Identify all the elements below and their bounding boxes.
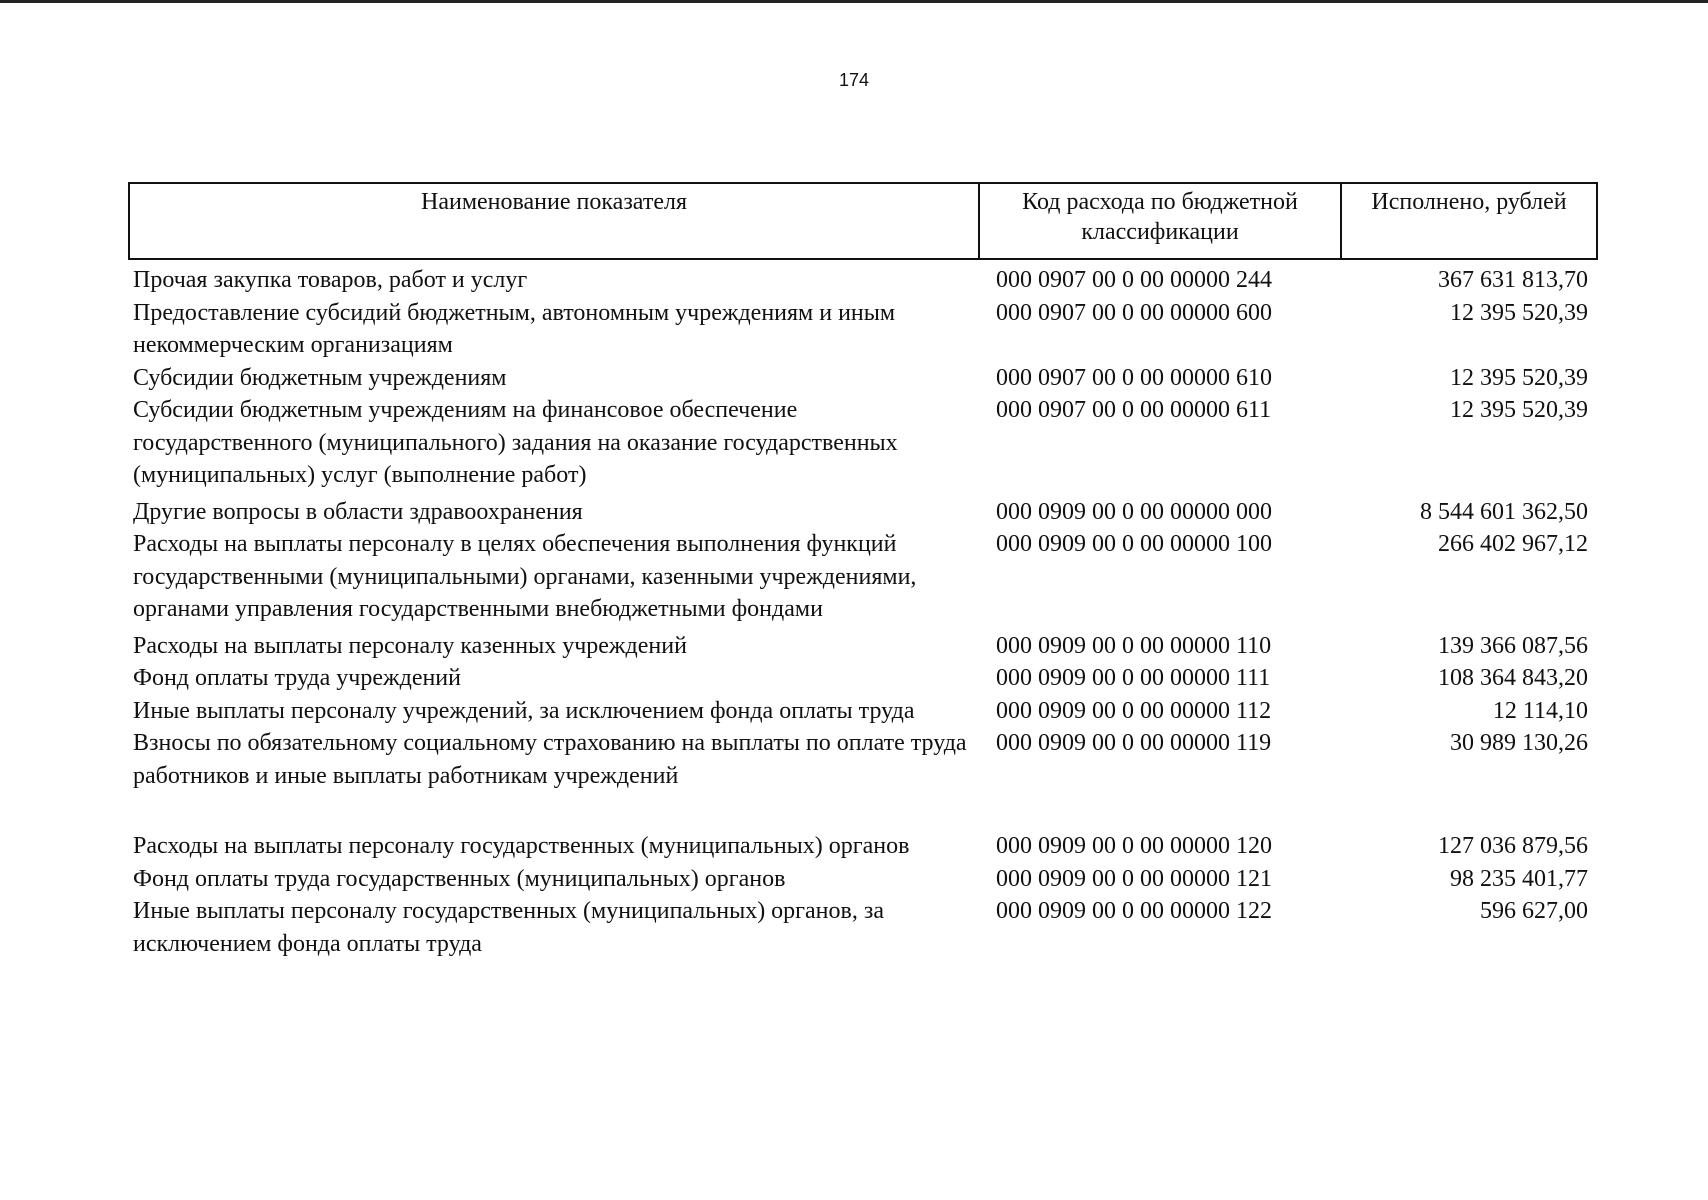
table-body	[128, 264, 1598, 960]
row-amount: 367 631 813,70	[1438, 267, 1588, 293]
budget-report-table	[128, 182, 1598, 960]
table-row	[128, 830, 1598, 863]
row-code: 000 0909 00 0 00 00000 122	[996, 898, 1272, 924]
row-name: Взносы по обязательному социальному страхованию на выплаты по оплате труда работников и иные выплаты работникам учреждений	[133, 730, 967, 789]
row-name: Другие вопросы в области здравоохранения	[133, 498, 583, 525]
row-name: Расходы на выплаты персоналу казенных учреждений	[133, 632, 687, 659]
row-amount: 98 235 401,77	[1450, 865, 1588, 892]
row-name: Прочая закупка товаров, работ и услуг	[133, 267, 528, 293]
row-code: 000 0909 00 0 00 00000 112	[996, 697, 1272, 724]
table-row	[128, 895, 1598, 960]
top-border-line	[0, 0, 1708, 3]
row-name: Иные выплаты персоналу государственных (муниципальных) органов, за исключением фонда оплаты труда	[133, 898, 884, 957]
page-number: 174	[838, 70, 870, 90]
table-row	[128, 297, 1598, 362]
table-row	[128, 496, 1598, 529]
row-code: 000 0909 00 0 00 00000 110	[996, 632, 1272, 659]
row-code: 000 0907 00 0 00 00000 600	[996, 299, 1272, 326]
row-name: Фонд оплаты труда государственных (муниципальных) органов	[133, 865, 786, 892]
row-code: 000 0909 00 0 00 00000 120	[996, 833, 1272, 859]
row-amount: 12 395 520,39	[1450, 397, 1588, 423]
row-code: 000 0909 00 0 00 00000 000	[996, 498, 1272, 525]
row-amount: 596 627,00	[1480, 898, 1588, 924]
row-amount: 30 989 130,26	[1450, 730, 1588, 756]
row-amount: 12 395 520,39	[1450, 299, 1588, 326]
row-name: Фонд оплаты труда учреждений	[133, 665, 461, 691]
row-code: 000 0909 00 0 00 00000 111	[996, 665, 1271, 691]
table-row	[128, 394, 1598, 492]
row-amount: 8 544 601 362,50	[1420, 498, 1588, 525]
table-header	[128, 182, 1598, 260]
table-row	[128, 528, 1598, 626]
row-code: 000 0907 00 0 00 00000 610	[996, 364, 1272, 391]
row-amount: 127 036 879,56	[1438, 833, 1588, 859]
table-row	[128, 863, 1598, 896]
row-code: 000 0907 00 0 00 00000 611	[996, 397, 1272, 423]
header-code: Код расхода по бюджетной классификации	[978, 184, 1340, 258]
header-amount: Исполнено, рублей	[1340, 184, 1596, 258]
row-name: Предоставление субсидий бюджетным, автономным учреждениям и иным некоммерческим организациям	[133, 299, 896, 358]
table-row	[128, 662, 1598, 695]
row-amount: 12 114,10	[1492, 697, 1588, 724]
row-name: Расходы на выплаты персоналу в целях обеспечения выполнения функций государственными (муниципальными) органами, казенными учреждениями, органами управления государственными внебюджетными фондами	[133, 531, 917, 622]
header-name: Наименование показателя	[421, 189, 687, 215]
table-row	[128, 695, 1598, 728]
table-row	[128, 727, 1598, 792]
row-name: Субсидии бюджетным учреждениям на финансовое обеспечение государственного (муниципального) задания на оказание государственных (муниципальных) услуг (выполнение работ)	[133, 397, 898, 488]
row-name: Расходы на выплаты персоналу государственных (муниципальных) органов	[133, 833, 910, 859]
row-amount: 139 366 087,56	[1438, 632, 1588, 659]
row-name: Иные выплаты персоналу учреждений, за исключением фонда оплаты труда	[133, 697, 915, 724]
table-row	[128, 630, 1598, 663]
row-amount: 12 395 520,39	[1450, 364, 1588, 391]
table-row	[128, 362, 1598, 395]
table-row	[128, 264, 1598, 297]
row-code: 000 0909 00 0 00 00000 100	[996, 531, 1272, 557]
row-name: Субсидии бюджетным учреждениям	[133, 364, 507, 391]
row-amount: 266 402 967,12	[1438, 531, 1588, 557]
row-code: 000 0909 00 0 00 00000 119	[996, 730, 1272, 756]
row-code: 000 0909 00 0 00 00000 121	[996, 865, 1272, 892]
row-amount: 108 364 843,20	[1438, 665, 1588, 691]
row-code: 000 0907 00 0 00 00000 244	[996, 267, 1272, 293]
